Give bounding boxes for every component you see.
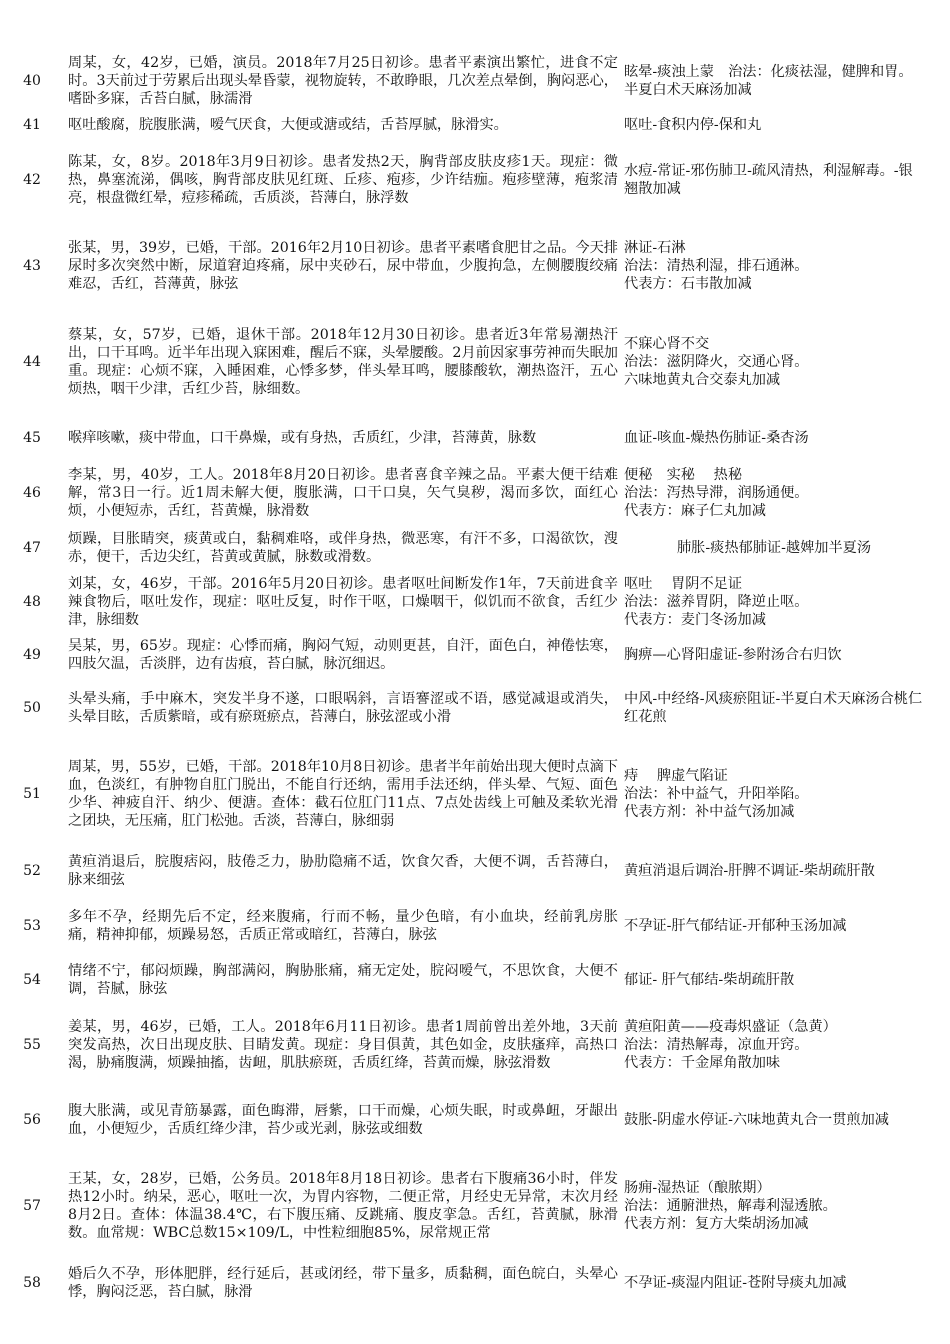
- diagnosis: [624, 63, 924, 99]
- diagnosis-line: 治法：滋养胃阴，降逆止呕。: [624, 594, 809, 610]
- case-description: 喉痒咳嗽，痰中带血，口干鼻燥，或有身热，舌质红，少津，苔薄黄，脉数: [68, 429, 537, 446]
- case-description: 腹大胀满，或见青筋暴露，面色晦滞，唇紫，口干而燥，心烦失眠，时或鼻衄，牙龈出血，小便短少，舌质红绛少津，苔少或光剥，脉弦或细数: [68, 1103, 618, 1137]
- diagnosis-line: 郁证- 肝气郁结-柴胡疏肝散: [624, 972, 795, 988]
- diagnosis: [624, 239, 924, 293]
- table-row: [0, 848, 950, 894]
- diagnosis-line: 不孕证-痰湿内阻证-苍附导痰丸加减: [624, 1275, 847, 1291]
- diagnosis: [624, 335, 924, 389]
- row-number: 47: [23, 540, 41, 556]
- table-row: [0, 460, 950, 526]
- row-number: 57: [23, 1198, 41, 1214]
- diagnosis: [624, 1018, 924, 1072]
- case-description: 张某，男，39岁，已婚，干部。2016年2月10日初诊。患者平素嗜食肥甘之品。今天排尿时多次突然中断，尿道窘迫疼痛，尿中夹砂石，尿中带血，少腹拘急，左侧腰腹绞痛难忍，舌红，苔薄黄，脉弦: [68, 240, 618, 292]
- row-number: 55: [23, 1037, 41, 1053]
- diagnosis-line: 呕吐 胃阴不足证: [624, 576, 743, 592]
- diagnosis-line: 代表方：麻子仁丸加减: [624, 503, 766, 519]
- diagnosis: [624, 539, 924, 557]
- table-row: [0, 1260, 950, 1306]
- table-row: [0, 46, 950, 116]
- diagnosis: [624, 917, 924, 935]
- diagnosis-line: 中风-中经络-风痰瘀阻证-半夏白术天麻汤合桃仁红花煎: [624, 691, 923, 725]
- row-number: 43: [23, 258, 41, 274]
- table-row: [0, 894, 950, 958]
- diagnosis: [624, 1111, 924, 1129]
- diagnosis-line: 淋证-石淋: [624, 240, 686, 256]
- case-description: 情绪不宁，郁闷烦躁，胸部满闷，胸胁胀痛，痛无定处，脘闷嗳气，不思饮食，大便不调，苔腻，脉弦: [68, 963, 618, 997]
- diagnosis: [624, 690, 924, 726]
- diagnosis-line: 代表方剂：复方大柴胡汤加减: [624, 1216, 809, 1232]
- case-description: 黄疸消退后，脘腹痞闷，肢倦乏力，胁肋隐痛不适，饮食欠香，大便不调，舌苔薄白，脉来细弦: [68, 854, 618, 888]
- table-row: [0, 676, 950, 740]
- diagnosis-line: 治法：清热解毒，凉血开窍。: [624, 1037, 809, 1053]
- row-number: 44: [23, 354, 41, 370]
- row-number: 58: [23, 1275, 41, 1291]
- case-description: 吴某，男，65岁。现症：心悸而痛，胸闷气短，动则更甚，自汗，面色白，神倦怯寒，四肢欠温，舌淡胖，边有齿痕，苔白腻，脉沉细迟。: [68, 638, 618, 672]
- case-description: 婚后久不孕，形体肥胖，经行延后，甚或闭经，带下量多，质黏稠，面色皖白，头晕心悸，胸闷泛恶，苔白腻，脉滑: [68, 1266, 618, 1300]
- diagnosis: [624, 575, 924, 629]
- case-description: 刘某，女，46岁，干部。2016年5月20日初诊。患者呕吐间断发作1年，7天前进食辛辣食物后，呕吐发作，现症：呕吐反复，时作干呕，口燥咽干，似饥而不欲食，舌红少津，脉细数: [68, 576, 618, 628]
- case-description: 多年不孕，经期先后不定，经来腹痛，行而不畅，量少色暗，有小血块，经前乳房胀痛，精神抑郁，烦躁易怒，舌质正常或暗红，苔薄白，脉弦: [68, 909, 618, 943]
- diagnosis-line: 代表方：千金犀角散加味: [624, 1055, 781, 1071]
- diagnosis: [624, 429, 924, 447]
- table-row: [0, 1002, 950, 1088]
- diagnosis-line: 治法：补中益气，升阳举陷。: [624, 786, 809, 802]
- diagnosis-line: 黄疸阳黄——疫毒炽盛证（急黄）: [624, 1019, 837, 1035]
- diagnosis-line: 肠痈-湿热证（酿脓期）: [624, 1180, 771, 1196]
- diagnosis: [624, 466, 924, 520]
- diagnosis-line: 痔 脾虚气陷证: [624, 768, 728, 784]
- diagnosis-line: 不寐心肾不交: [624, 336, 710, 352]
- row-number: 41: [23, 117, 41, 133]
- table-row: [0, 740, 950, 848]
- case-description: 周某，男，55岁，已婚，干部。2018年10月8日初诊。患者半年前始出现大便时点滴下血，色淡红，有肿物自肛门脱出，不能自行还纳，需用手法还纳，伴头晕、气短、面色少华、神疲自汗、纳少、便溏。查体：截石位肛门11点、7点处齿线上可触及柔软光滑之团块，无压痛，肛门松弛。舌淡，苔薄白，脉细弱: [68, 759, 618, 829]
- row-number: 54: [23, 972, 41, 988]
- case-description: 烦躁，目胀睛突，痰黄或白，黏稠难咯，或伴身热，微恶寒，有汗不多，口渴欲饮，溲赤，便干，舌边尖红，苔黄或黄腻，脉数或滑数。: [68, 531, 618, 565]
- diagnosis: [624, 971, 924, 989]
- diagnosis: [624, 646, 924, 664]
- diagnosis-line: 呕吐-食积内停-保和丸: [624, 117, 762, 133]
- diagnosis-line: 眩晕-痰浊上蒙 治法：化痰祛湿，健脾和胃。半夏白术天麻汤加减: [624, 64, 913, 98]
- table-row: [0, 309, 950, 415]
- diagnosis-line: 治法：泻热导滞，润肠通便。: [624, 485, 809, 501]
- table-row: [0, 634, 950, 676]
- case-description: 周某，女，42岁，已婚，演员。2018年7月25日初诊。患者平素演出繁忙，进食不定时。3天前过于劳累后出现头晕昏蒙，视物旋转，不敢睁眼，几次差点晕倒，胸闷恶心，嗜卧多寐，舌苔白腻，脉濡滑: [68, 55, 618, 107]
- row-number: 50: [23, 700, 41, 716]
- diagnosis-line: 治法：清热利湿，排石通淋。: [624, 258, 809, 274]
- diagnosis-line: 治法：滋阴降火，交通心肾。: [624, 354, 809, 370]
- table-row: [0, 570, 950, 634]
- diagnosis-line: 鼓胀-阴虚水停证-六味地黄丸合一贯煎加减: [624, 1112, 889, 1128]
- diagnosis: [624, 162, 924, 198]
- diagnosis: [624, 116, 924, 134]
- diagnosis-line: 治法：通腑泄热，解毒利湿透脓。: [624, 1198, 837, 1214]
- row-number: 51: [23, 786, 41, 802]
- case-description: 王某，女，28岁，已婚，公务员。2018年8月18日初诊。患者右下腹痛36小时，伴发热12小时。纳呆，恶心，呕吐一次，为胃内容物，二便正常，月经史无异常，末次月经8月2日。查体：体温38.4℃，右下腹压痛、反跳痛、腹皮挛急。舌红，苔黄腻，脉滑数。血常规：WBC总数15×109/L，中性粒细胞85%，尿常规正常: [68, 1171, 618, 1241]
- diagnosis: [624, 767, 924, 821]
- diagnosis-line: 胸痹—心肾阳虚证-参附汤合右归饮: [624, 647, 842, 663]
- diagnosis-line: 代表方：麦门冬汤加减: [624, 612, 766, 628]
- case-description: 陈某，女，8岁。2018年3月9日初诊。患者发热2天，胸背部皮肤皮疹1天。现症：微热，鼻塞流涕，偶咳，胸背部皮肤见红斑、丘疹、疱疹，少许结痂。疱疹壁薄，疱浆清亮，根盘微红晕，痘疹稀疏，舌质淡，苔薄白，脉浮数: [68, 154, 618, 206]
- diagnosis-line: 不孕证-肝气郁结证-开郁种玉汤加减: [624, 918, 847, 934]
- row-number: 40: [23, 73, 41, 89]
- diagnosis: [624, 1179, 924, 1233]
- table-row: [0, 1152, 950, 1260]
- case-description: 蔡某，女，57岁，已婚，退休干部。2018年12月30日初诊。患者近3年常易潮热汗出，口干耳鸣。近半年出现入寐困难，醒后不寐，头晕腰酸。2月前因家事劳神而失眠加重。现症：心烦不寐，入睡困难，心悸多梦，伴头晕耳鸣，腰膝酸软，潮热盗汗，五心烦热，咽干少津，舌红少苔，脉细数。: [68, 327, 618, 397]
- row-number: 45: [23, 429, 41, 446]
- row-number: 53: [23, 918, 41, 934]
- case-description: 李某，男，40岁，工人。2018年8月20日初诊。患者喜食辛辣之品。平素大便干结难解，常3日一行。近1周未解大便，腹胀满，口干口臭，矢气臭秽，渴而多饮，面红心烦，小便短赤，舌红，苔黄燥，脉滑数: [68, 467, 618, 519]
- row-number: 48: [23, 594, 41, 610]
- diagnosis: [624, 862, 924, 880]
- table-row: [0, 958, 950, 1002]
- diagnosis-line: 血证-咳血-燥热伤肺证-桑杏汤: [624, 429, 809, 446]
- diagnosis: [624, 1274, 924, 1292]
- case-description: 呕吐酸腐，脘腹胀满，嗳气厌食，大便或溏或结，舌苔厚腻，脉滑实。: [68, 117, 508, 133]
- diagnosis-line: 六味地黄丸合交泰丸加减: [624, 372, 781, 388]
- row-number: 56: [23, 1112, 41, 1128]
- row-number: 46: [23, 485, 41, 501]
- case-description: 头晕头痛，手中麻木，突发半身不遂，口眼㖞斜，言语謇涩或不语，感觉减退或消失，头晕目眩，舌质紫暗，或有瘀斑瘀点，苔薄白，脉弦涩或小滑: [68, 691, 618, 725]
- case-description: 姜某，男，46岁，已婚，工人。2018年6月11日初诊。患者1周前曾出差外地，3天前突发高热，次日出现皮肤、目睛发黄。现症：身目俱黄，其色如金，皮肤瘙痒，高热口渴，胁痛腹满，烦躁抽搐，齿衄，肌肤瘀斑，舌质红绛，苔黄而燥，脉弦滑数: [68, 1019, 618, 1071]
- diagnosis-line: 代表方剂：补中益气汤加减: [624, 804, 795, 820]
- table-row: [0, 415, 950, 460]
- diagnosis-line: 便秘 实秘 热秘: [624, 467, 743, 483]
- table-row: [0, 116, 950, 134]
- diagnosis-line: 代表方：石韦散加减: [624, 276, 752, 292]
- diagnosis-line: 肺胀-痰热郁肺证-越婢加半夏汤: [676, 540, 872, 556]
- table-row: [0, 223, 950, 309]
- table-row: [0, 526, 950, 570]
- row-number: 42: [23, 172, 41, 188]
- row-number: 52: [23, 863, 41, 879]
- diagnosis-line: 黄疸消退后调治-肝脾不调证-柴胡疏肝散: [624, 863, 875, 879]
- diagnosis-line: 水痘-常证-邪伤肺卫-疏风清热，利湿解毒。-银翘散加减: [624, 163, 913, 197]
- table-row: [0, 137, 950, 223]
- row-number: 49: [23, 647, 41, 663]
- table-row: [0, 1088, 950, 1152]
